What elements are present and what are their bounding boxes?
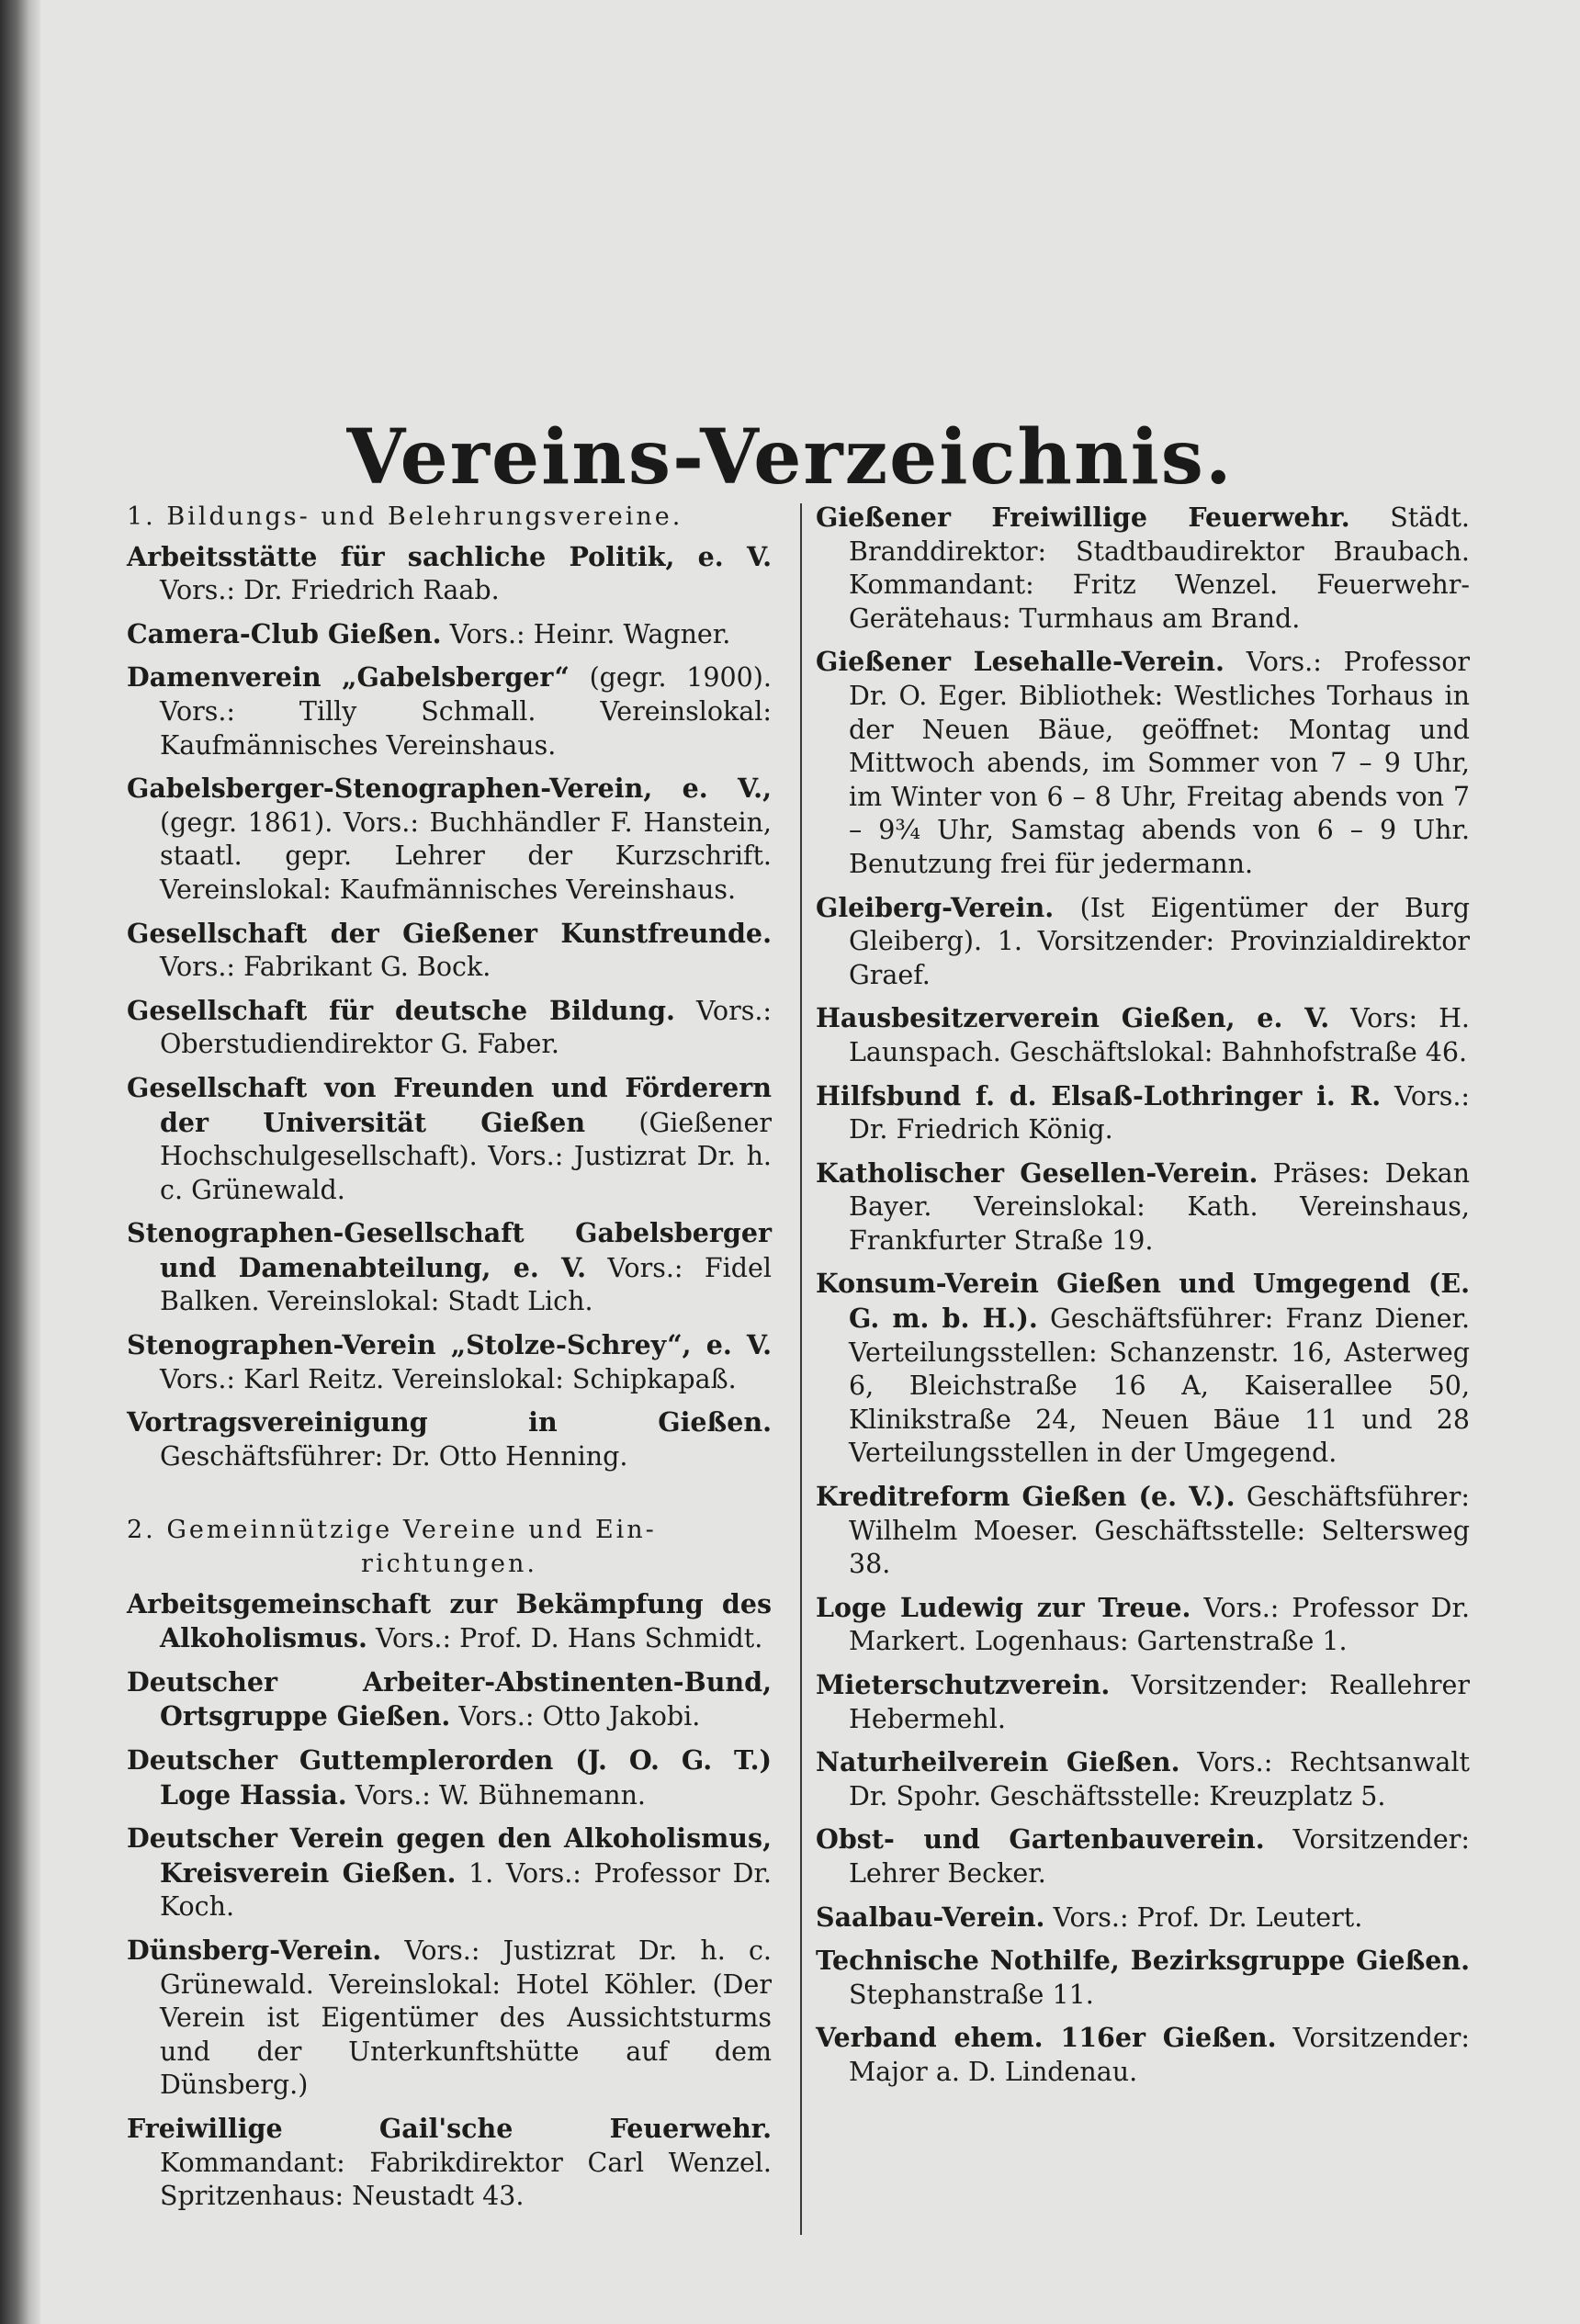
association-details: Vorsitzender: Reallehrer Hebermehl.	[849, 1670, 1470, 1734]
directory-entry	[127, 1216, 772, 1319]
directory-entry	[127, 1587, 772, 1656]
directory-entry	[816, 891, 1470, 993]
association-details: Vors.: Dr. Friedrich König.	[849, 1080, 1470, 1145]
association-details: 1. Vors.: Professor Dr. Koch.	[160, 1857, 772, 1923]
association-name: Stenographen-Gesellschaft Gabelsberger und Damenabteilung, e. V.	[127, 1217, 772, 1283]
association-details: Vors.: Prof. D. Hans Schmidt.	[376, 1623, 763, 1654]
association-name: Freiwillige Gail'sche Feuerwehr.	[127, 2112, 772, 2144]
section-heading-text: 1. Bildungs- und Belehrungsvereine.	[127, 502, 683, 531]
association-name: Deutscher Verein gegen den Alkoholismus, Kreisverein Gießen.	[127, 1822, 772, 1889]
directory-entry	[127, 917, 772, 985]
association-name: Arbeitsgemeinschaft zur Bekämpfung des Alkoholismus.	[127, 1587, 772, 1654]
association-name: Technische Nothilfe, Bezirksgruppe Gießen.	[816, 1945, 1470, 1977]
association-name: Hilfsbund f. d. Elsaß-Lothringer i. R.	[816, 1079, 1382, 1111]
association-name: Saalbau-Verein.	[816, 1901, 1045, 1933]
association-name: Katholischer Gesellen-Verein.	[816, 1156, 1258, 1189]
association-details: Vors.: Otto Jakobi.	[458, 1701, 701, 1732]
association-name: Gesellschaft der Gießener Kunstfreunde.	[127, 917, 772, 949]
section-heading-continuation: richtungen.	[361, 1550, 537, 1579]
column-divider	[800, 503, 802, 2235]
association-name: Damenverein „Gabelsberger“	[127, 661, 570, 694]
association-details: Vors.: Professor Dr. O. Eger. Bibliothek: Westliches Torhaus in der Neuen Bäue, geöffnet: Montag und Mittwoch abends, im Sommer von 7 – 9 Uhr, im Winter von 6 – 8 Uhr, Freitag abends von 7 – 9¾ Uhr, Samstag abends von 6 – 9 Uhr. Benutzung frei für jedermann.	[849, 647, 1471, 879]
page-binding-edge	[0, 0, 40, 2324]
association-name: Gleiberg-Verein.	[816, 891, 1055, 923]
association-details: Vorsitzender: Lehrer Becker.	[849, 1824, 1470, 1889]
directory-entry	[127, 1405, 772, 1473]
association-details: Vors.: Karl Reitz. Vereinslokal: Schipkapaß.	[160, 1363, 737, 1394]
association-name: Dünsberg-Verein.	[127, 1934, 382, 1966]
directory-entry	[816, 1267, 1470, 1471]
directory-entry	[816, 1668, 1470, 1736]
association-details: Vors.: Prof. Dr. Leutert.	[1053, 1901, 1363, 1933]
association-details: Präses: Dekan Bayer. Vereinslokal: Kath. Vereinshaus, Frankfurter Straße 19.	[849, 1157, 1470, 1256]
directory-entry	[127, 2112, 772, 2214]
directory-entry	[816, 1156, 1470, 1258]
directory-entry	[816, 2021, 1470, 2089]
association-details: Geschäftsführer: Franz Diener. Verteilungsstellen: Schanzenstr. 16, Asterweg 6, Bleichstraße 16 A, Kaiserallee 50, Klinikstraße 24, Neuen Bäue 11 und 28 Verteilungsstellen in der Umgegend.	[849, 1303, 1471, 1469]
directory-entry	[816, 1745, 1470, 1813]
association-details: Städt. Branddirektor: Stadtbaudirektor Braubach. Kommandant: Fritz Wenzel. Feuerwehr-Gerätehaus: Turmhaus am Brand.	[849, 502, 1470, 634]
directory-entry	[816, 501, 1470, 636]
association-details: Vors.: Dr. Friedrich Raab.	[160, 575, 500, 606]
directory-entry	[127, 1665, 772, 1734]
association-details: Vors.: Heinr. Wagner.	[449, 618, 731, 649]
association-details: Vors.: Justizrat Dr. h. c. Grünewald. Vereinslokal: Hotel Köhler. (Der Verein ist Eigentümer des Aussichtsturms und der Unterkunftshütte auf dem Dünsberg.)	[160, 1935, 772, 2101]
directory-entry	[816, 1901, 1470, 1935]
association-name: Loge Ludewig zur Treue.	[816, 1591, 1191, 1623]
association-name: Arbeitsstätte für sachliche Politik, e. V.	[127, 540, 772, 572]
section-heading	[127, 1514, 772, 1581]
association-details: Vors.: Oberstudiendirektor G. Faber.	[160, 995, 772, 1060]
association-details: (gegr. 1900). Vors.: Tilly Schmall. Vereinslokal: Kaufmännisches Vereinshaus.	[160, 662, 772, 761]
directory-entry	[127, 1743, 772, 1812]
association-details: Vors: H. Launspach. Geschäftslokal: Bahnhofstraße 46.	[849, 1003, 1470, 1067]
directory-entry	[816, 1079, 1470, 1147]
page-title: Vereins-Verzeichnis.	[346, 412, 1234, 502]
association-details: Vorsitzender: Major a. D. Lindenau.	[849, 2023, 1471, 2087]
association-name: Obst- und Gartenbauverein.	[816, 1823, 1265, 1856]
directory-entry	[127, 617, 772, 652]
association-name: Deutscher Guttemplerorden (J. O. G. T.) Loge Hassia.	[127, 1744, 772, 1811]
association-name: Gießener Freiwillige Feuerwehr.	[816, 502, 1350, 533]
right-column	[816, 501, 1470, 2099]
directory-entry	[127, 540, 772, 608]
directory-entry	[127, 994, 772, 1062]
association-details: Vors.: Rechtsanwalt Dr. Spohr. Geschäftsstelle: Kreuzplatz 5.	[849, 1747, 1470, 1811]
association-details: (Ist Eigentümer der Burg Gleiberg). 1. Vorsitzender: Provinzialdirektor Graef.	[849, 892, 1470, 990]
association-name: Camera-Club Gießen.	[127, 617, 442, 649]
association-details: Vors.: W. Bühnemann.	[355, 1779, 646, 1811]
association-name: Gießener Lesehalle-Verein.	[816, 646, 1224, 678]
directory-entry	[127, 1328, 772, 1396]
directory-entry	[816, 645, 1470, 881]
association-details: Geschäftsführer: Dr. Otto Henning.	[160, 1440, 628, 1472]
directory-entry	[816, 1001, 1470, 1069]
association-name: Konsum-Verein Gießen und Umgegend (E. G. m. b. H.).	[816, 1268, 1470, 1335]
association-name: Vortragsvereinigung in Gießen.	[127, 1406, 772, 1438]
directory-entry	[816, 1480, 1470, 1582]
association-name: Kreditreform Gießen (e. V.).	[816, 1481, 1236, 1513]
association-details: (gegr. 1861). Vors.: Buchhändler F. Hanstein, staatl. gepr. Lehrer der Kurzschrift. Vereinslokal: Kaufmännisches Vereinshaus.	[160, 807, 772, 905]
directory-entry	[127, 660, 772, 762]
directory-entry	[127, 1071, 772, 1207]
section-heading	[127, 501, 772, 535]
association-name: Naturheilverein Gießen.	[816, 1746, 1180, 1778]
directory-entry	[816, 1591, 1470, 1659]
association-name: Mieterschutzverein.	[816, 1669, 1111, 1700]
association-name: Hausbesitzerverein Gießen, e. V.	[816, 1002, 1330, 1034]
association-details: Vors.: Fidel Balken. Vereinslokal: Stadt Lich.	[160, 1252, 772, 1317]
association-name: Gabelsberger-Stenographen-Verein, e. V.,	[127, 773, 772, 805]
association-name: Deutscher Arbeiter-Abstinenten-Bund, Ortsgruppe Gießen.	[127, 1665, 772, 1732]
association-name: Verband ehem. 116er Gießen.	[816, 2022, 1277, 2054]
association-details: Stephanstraße 11.	[849, 1979, 1094, 2010]
directory-entry	[127, 772, 772, 907]
association-name: Gesellschaft von Freunden und Förderern der Universität Gießen	[127, 1071, 772, 1138]
directory-entry	[816, 1944, 1470, 2012]
association-details: Vors.: Professor Dr. Markert. Logenhaus: Gartenstraße 1.	[849, 1592, 1471, 1657]
section-heading-text: 2. Gemeinnützige Vereine und Ein-	[127, 1516, 657, 1545]
association-name: Gesellschaft für deutsche Bildung.	[127, 994, 675, 1026]
association-name: Stenographen-Verein „Stolze-Schrey“, e. V.	[127, 1329, 772, 1361]
directory-entry	[816, 1822, 1470, 1890]
association-details: Vors.: Fabrikant G. Bock.	[160, 952, 491, 983]
association-details: (Gießener Hochschulgesellschaft). Vors.: Justizrat Dr. h. c. Grünewald.	[160, 1107, 772, 1205]
left-column	[127, 501, 772, 2223]
directory-entry	[127, 1822, 772, 1924]
association-details: Kommandant: Fabrikdirektor Carl Wenzel. Spritzenhaus: Neustadt 43.	[160, 2147, 772, 2212]
association-details: Geschäftsführer: Wilhelm Moeser. Geschäftsstelle: Seltersweg 38.	[849, 1482, 1471, 1580]
directory-entry	[127, 1934, 772, 2103]
